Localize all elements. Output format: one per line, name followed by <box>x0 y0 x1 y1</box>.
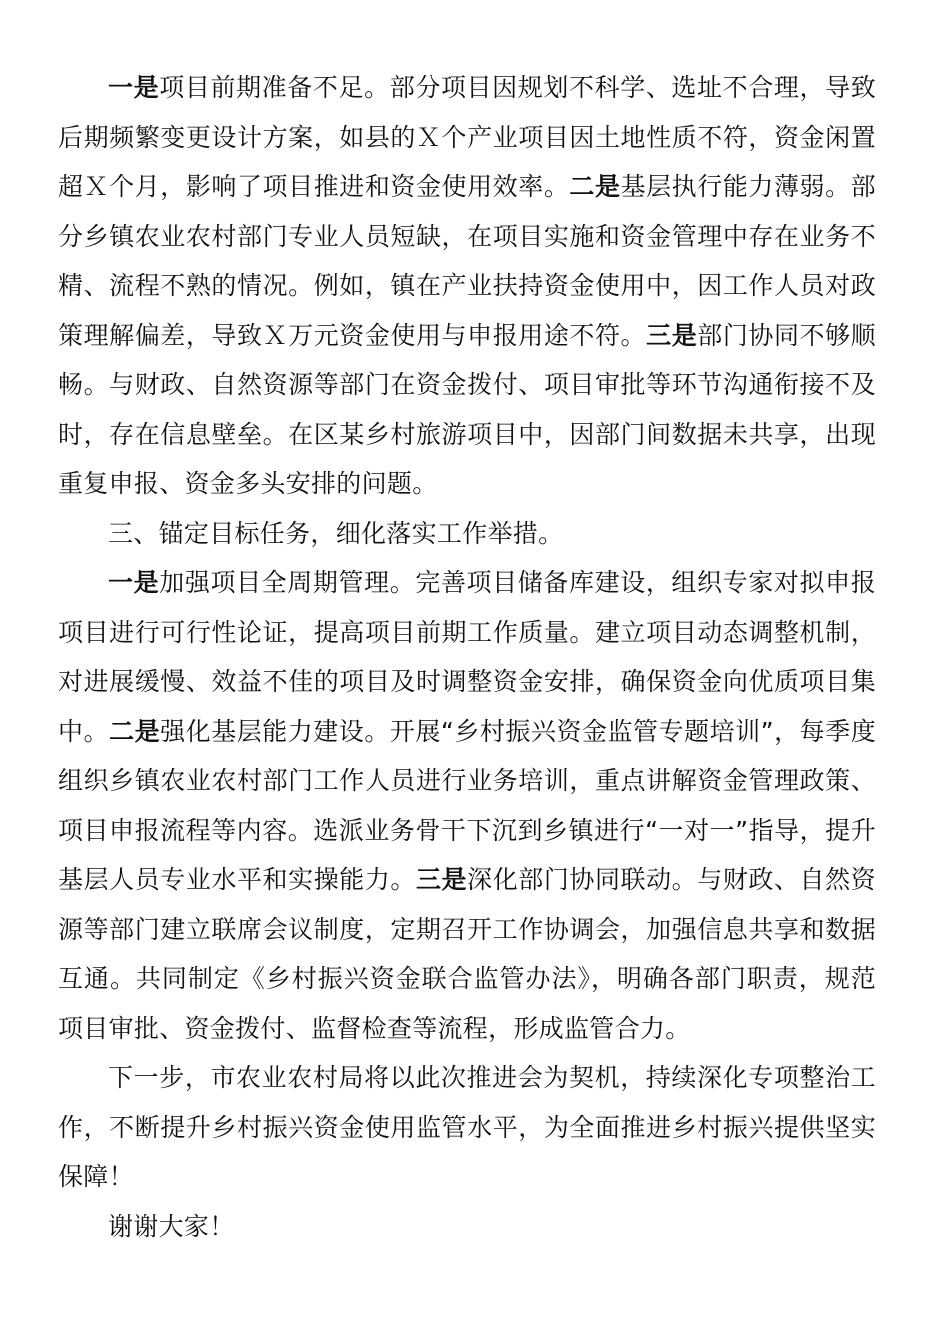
paragraph-lead: 一是 <box>108 73 160 102</box>
paragraph-text: 深化部门协同联动。与财政、自然资源等部门建立联席会议制度，定期召开工作协调会，加强信息共享和数据互通。共同制定《乡村振兴资金联合监管办法》，明确各部门职责，规范项目审批、资金拨付、监督检查等流程，形成监管合力。 <box>58 865 876 1043</box>
document-body <box>58 63 876 1251</box>
paragraph-lead: 三是 <box>646 320 698 350</box>
paragraph-text: 项目前期准备不足。部分项目因规划不科学、选址不合理，导致后期频繁变更设计方案，如县的Ｘ个产业项目因土地性质不符，资金闲置超Ｘ个月，影响了项目推进和资金使用效率。 <box>58 73 877 201</box>
paragraph-measures <box>58 558 876 1053</box>
section-heading-text: 三、锚定目标任务，细化落实工作举措。 <box>108 518 564 548</box>
paragraph-text: 强化基层能力建设。开展“乡村振兴资金监管专题培训”，每季度组织乡镇农业农村部门工作人员进行业务培训，重点讲解资金管理政策、项目申报流程等内容。选派业务骨干下沉到乡镇进行“一对一”指导，提升基层人员专业水平和实操能力。 <box>58 716 877 894</box>
paragraph-lead: 一是 <box>108 568 160 597</box>
paragraph-lead: 二是 <box>569 172 621 201</box>
section-heading <box>58 509 876 559</box>
paragraph-next-step <box>58 1053 876 1202</box>
paragraph-lead: 三是 <box>415 865 468 894</box>
paragraph-text: 部门协同不够顺畅。与财政、自然资源等部门在资金拨付、项目审批等环节沟通衔接不及时，存在信息壁垒。在区某乡村旅游项目中，因部门间数据未共享，出现重复申报、资金多头安排的问题。 <box>58 320 876 498</box>
closing-text: 谢谢大家！ <box>108 1211 235 1241</box>
paragraph-text: 基层执行能力薄弱。部分乡镇农业农村部门专业人员短缺，在项目实施和资金管理中存在业务不精、流程不熟的情况。例如，镇在产业扶持资金使用中，因工作人员对政策理解偏差，导致Ｘ万元资金使用与申报用途不符。 <box>58 172 876 350</box>
paragraph-thanks <box>58 1202 876 1252</box>
paragraph-problems <box>58 63 876 509</box>
paragraph-lead: 二是 <box>109 716 161 746</box>
paragraph-text: 下一步，市农业农村局将以此次推进会为契机，持续深化专项整治工作，不断提升乡村振兴资金使用监管水平，为全面推进乡村振兴提供坚实保障！ <box>58 1063 876 1191</box>
paragraph-text: 加强项目全周期管理。完善项目储备库建设，组织专家对拟申报项目进行可行性论证，提高项目前期工作质量。建立项目动态调整机制，对进展缓慢、效益不佳的项目及时调整资金安排，确保资金向优质项目集中。 <box>58 568 877 746</box>
